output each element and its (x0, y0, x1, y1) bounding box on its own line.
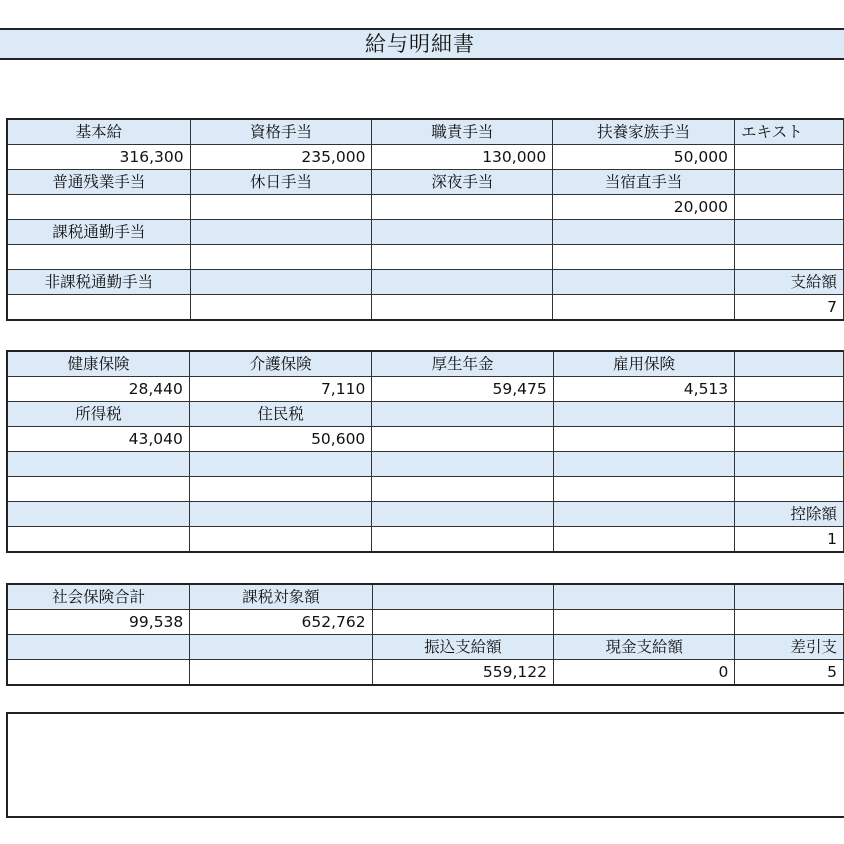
deduction-label (372, 502, 553, 527)
totals-value[interactable]: 652,762 (190, 610, 372, 635)
payment-value[interactable] (553, 245, 735, 270)
deduction-value[interactable]: 59,475 (372, 377, 553, 402)
deduction-label: 雇用保険 (553, 351, 734, 377)
deduction-value-row (7, 427, 844, 452)
totals-label: 社会保険合計 (7, 584, 190, 610)
payment-value-row (7, 245, 844, 270)
payment-value[interactable] (190, 195, 372, 220)
net-pay-value[interactable]: 5 (735, 660, 844, 686)
totals-value[interactable]: 99,538 (7, 610, 190, 635)
totals-value-row (7, 610, 844, 635)
payment-label (735, 170, 844, 195)
payment-label (735, 220, 844, 245)
payment-label (553, 220, 735, 245)
payment-label-row (7, 170, 844, 195)
deduction-label-row (7, 402, 844, 427)
totals-label: 課税対象額 (190, 584, 372, 610)
cash-amount-value[interactable]: 0 (554, 660, 735, 686)
deduction-value[interactable]: 4,513 (553, 377, 734, 402)
totals-value-row (7, 660, 844, 686)
deduction-value[interactable]: 7,110 (189, 377, 371, 402)
payment-label-row (7, 220, 844, 245)
totals-label (190, 635, 372, 660)
deduction-value[interactable] (7, 477, 189, 502)
deduction-label: 厚生年金 (372, 351, 553, 377)
payment-label (553, 270, 735, 295)
deduction-value[interactable] (189, 527, 371, 553)
payment-value[interactable] (372, 195, 553, 220)
payment-label: 資格手当 (190, 119, 372, 145)
payment-value[interactable]: 235,000 (190, 145, 372, 170)
payment-value[interactable] (190, 295, 372, 321)
deduction-value-row (7, 377, 844, 402)
deduction-label: 所得税 (7, 402, 189, 427)
payment-total-label: 支給額 (735, 270, 844, 295)
deduction-label-row (7, 452, 844, 477)
payment-value[interactable] (7, 245, 190, 270)
payment-label: 基本給 (7, 119, 190, 145)
deduction-label: 住民税 (189, 402, 371, 427)
totals-value[interactable] (190, 660, 372, 686)
payment-value[interactable] (7, 295, 190, 321)
deduction-label (7, 502, 189, 527)
deduction-label (372, 402, 553, 427)
payments-table (6, 118, 844, 321)
totals-value[interactable] (372, 610, 553, 635)
payment-label: 普通残業手当 (7, 170, 190, 195)
deduction-label: 介護保険 (189, 351, 371, 377)
title-bar (0, 28, 844, 60)
deduction-label (735, 452, 844, 477)
payment-value[interactable]: 316,300 (7, 145, 190, 170)
payment-value-row (7, 145, 844, 170)
payment-value[interactable] (553, 295, 735, 321)
deductions-table (6, 350, 844, 553)
payment-label-row (7, 119, 844, 145)
deduction-label (553, 502, 734, 527)
deduction-label: 健康保険 (7, 351, 189, 377)
payment-label: 課税通勤手当 (7, 220, 190, 245)
deduction-value[interactable]: 43,040 (7, 427, 189, 452)
payment-value[interactable] (7, 195, 190, 220)
deduction-value[interactable] (372, 527, 553, 553)
payment-value[interactable] (190, 245, 372, 270)
payment-label-row (7, 270, 844, 295)
deduction-label (553, 402, 734, 427)
totals-label-row (7, 635, 844, 660)
deduction-value-row (7, 527, 844, 553)
transfer-amount-value[interactable]: 559,122 (372, 660, 553, 686)
payment-label (372, 220, 553, 245)
deduction-value[interactable] (553, 527, 734, 553)
memo-box[interactable] (6, 712, 844, 818)
payment-label: エキスト (735, 119, 844, 145)
deduction-label (189, 502, 371, 527)
totals-value[interactable] (7, 660, 190, 686)
document-title: 給与明細書 (365, 32, 475, 56)
deduction-label-row (7, 351, 844, 377)
payment-value[interactable] (735, 245, 844, 270)
totals-value[interactable] (735, 610, 844, 635)
deduction-label (372, 452, 553, 477)
payment-label (190, 220, 372, 245)
deduction-value[interactable] (735, 427, 844, 452)
deduction-label (735, 351, 844, 377)
payment-value[interactable]: 130,000 (372, 145, 553, 170)
payment-label: 当宿直手当 (553, 170, 735, 195)
payment-value-row (7, 195, 844, 220)
deduction-total-label: 控除額 (735, 502, 844, 527)
deduction-value[interactable] (553, 477, 734, 502)
deduction-label (7, 452, 189, 477)
totals-label (735, 584, 844, 610)
payment-label: 休日手当 (190, 170, 372, 195)
deduction-value[interactable] (735, 477, 844, 502)
deduction-value[interactable] (372, 477, 553, 502)
payment-total-value[interactable]: 7 (735, 295, 844, 321)
transfer-amount-label: 振込支給額 (372, 635, 553, 660)
deduction-value[interactable]: 50,600 (189, 427, 371, 452)
totals-label (7, 635, 190, 660)
deduction-value[interactable] (7, 527, 189, 553)
payment-label: 非課税通勤手当 (7, 270, 190, 295)
deduction-total-value[interactable]: 1 (735, 527, 844, 553)
payment-label (190, 270, 372, 295)
payment-value[interactable]: 20,000 (553, 195, 735, 220)
payment-label: 扶養家族手当 (553, 119, 735, 145)
deduction-label (553, 452, 734, 477)
payment-label: 職責手当 (372, 119, 553, 145)
payment-value-row (7, 295, 844, 321)
net-pay-label: 差引支 (735, 635, 844, 660)
cash-amount-label: 現金支給額 (554, 635, 735, 660)
payment-value[interactable] (735, 195, 844, 220)
deduction-value-row (7, 477, 844, 502)
totals-value[interactable] (554, 610, 735, 635)
deduction-value[interactable] (189, 477, 371, 502)
payment-value[interactable] (735, 145, 844, 170)
deduction-label-row (7, 502, 844, 527)
payment-label (372, 270, 553, 295)
totals-label-row (7, 584, 844, 610)
deduction-value[interactable]: 28,440 (7, 377, 189, 402)
payment-value[interactable] (372, 245, 553, 270)
totals-label (554, 584, 735, 610)
payment-label: 深夜手当 (372, 170, 553, 195)
deduction-value[interactable] (553, 427, 734, 452)
payment-value[interactable] (372, 295, 553, 321)
deduction-label (735, 402, 844, 427)
totals-table (6, 583, 844, 686)
deduction-label (189, 452, 371, 477)
payment-value[interactable]: 50,000 (553, 145, 735, 170)
totals-label (372, 584, 553, 610)
deduction-value[interactable] (735, 377, 844, 402)
deduction-value[interactable] (372, 427, 553, 452)
